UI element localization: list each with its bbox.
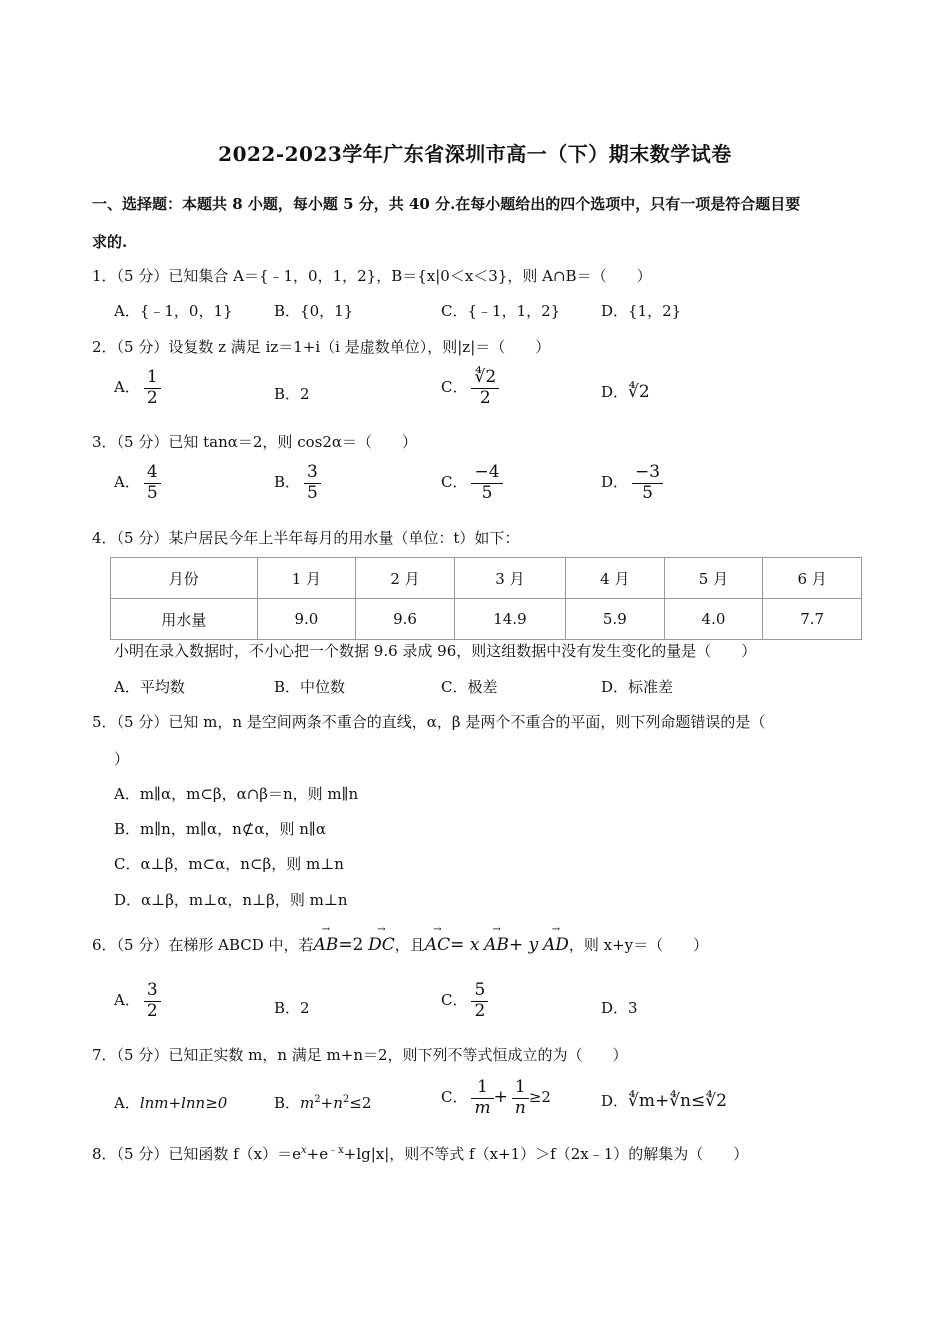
table-cell: 9.0 — [257, 599, 356, 640]
vector-dc: → DC — [368, 935, 395, 955]
q7-option-d — [601, 1090, 727, 1111]
fraction — [471, 1078, 493, 1118]
option-label: D． — [601, 383, 629, 401]
option-value: ∜m+∜n≤∜2 — [628, 1091, 727, 1111]
option-value: ∜2 — [628, 382, 650, 402]
q7-option-c — [441, 1078, 551, 1118]
question-5-stem-line1: 5．（5 分）已知 m，n 是空间两条不重合的直线，α，β 是两个不重合的平面，则下列命题错误的是（ — [92, 713, 766, 731]
numerator: 1 — [512, 1078, 529, 1099]
vector-ab: → AB — [314, 935, 339, 955]
exponent: x — [301, 1145, 307, 1156]
fraction — [471, 368, 499, 408]
denominator: 2 — [479, 387, 491, 408]
q3-option-b — [274, 463, 321, 503]
section-heading-line1: 一、选择题：本题共 8 小题，每小题 5 分，共 40 分.在每小题给出的四个选项中，只有一项是符合题目要 — [92, 195, 801, 213]
question-1-stem: 1．（5 分）已知集合 A＝{﹣1，0，1，2}，B＝{x|0＜x＜3}，则 A∩B＝（ ） — [92, 267, 652, 285]
fraction — [471, 981, 488, 1021]
numerator: 4 — [144, 463, 161, 484]
denominator: 5 — [481, 482, 493, 503]
q2-option-d — [601, 381, 650, 402]
question-3-stem: 3．（5 分）已知 tanα＝2，则 cos2α＝（ ） — [92, 433, 417, 451]
table-cell: 5.9 — [566, 599, 665, 640]
option-value: lnm+lnn≥0 — [139, 1094, 228, 1112]
math-part: +n — [320, 1094, 343, 1112]
exponent: ﹣x — [328, 1145, 344, 1156]
math-part: ≤2 — [349, 1094, 372, 1112]
option-label: C． — [441, 473, 468, 492]
question-4-follow: 小明在录入数据时，不小心把一个数据 9.6 录成 96，则这组数据中没有发生变化的量是（ ） — [114, 642, 757, 660]
option-label: A． — [114, 378, 140, 397]
table-cell: 4.0 — [664, 599, 763, 640]
section-heading-line2: 求的. — [92, 233, 128, 251]
q1-option-b: B．{0，1} — [274, 302, 354, 320]
denominator: 5 — [307, 482, 318, 503]
q1-option-a: A．{﹣1，0，1} — [114, 302, 233, 320]
table-cell: 4 月 — [566, 558, 665, 599]
math-part: m — [300, 1094, 315, 1112]
table-cell: 2 月 — [356, 558, 455, 599]
water-usage-table — [110, 557, 862, 640]
table-cell: 5 月 — [664, 558, 763, 599]
q3-option-a — [114, 463, 161, 503]
fraction — [144, 981, 161, 1021]
numerator: 5 — [471, 981, 488, 1002]
exponent: 2 — [342, 1094, 350, 1105]
fraction — [512, 1078, 529, 1118]
table-row — [111, 558, 862, 599]
question-8-stem — [92, 1141, 748, 1164]
stem-text: +lg|x|，则不等式 f（x+1）＞f（2x﹣1）的解集为（ ） — [343, 1145, 749, 1163]
option-value: 2 — [300, 999, 310, 1017]
numerator: ∜2 — [471, 368, 499, 389]
option-label: D． — [601, 473, 629, 492]
fraction — [632, 463, 663, 503]
denominator: 2 — [474, 1000, 486, 1021]
q6-option-c — [441, 981, 488, 1021]
option-label: A． — [114, 991, 140, 1010]
table-cell: 月份 — [111, 558, 258, 599]
q3-option-d — [601, 463, 663, 503]
table-cell: 用水量 — [111, 599, 258, 640]
fraction — [304, 463, 321, 503]
fraction — [144, 463, 161, 503]
math-part: ≥2 — [528, 1088, 551, 1107]
option-label: B． — [274, 473, 301, 492]
numerator: 1 — [471, 1078, 493, 1099]
q4-option-d: D．标准差 — [601, 678, 674, 696]
denominator: m — [474, 1097, 491, 1118]
equation-part: =2 — [338, 935, 364, 955]
denominator: n — [514, 1097, 526, 1118]
stem-text: ，且 — [394, 936, 425, 954]
q7-option-b — [274, 1092, 371, 1113]
option-label: B． — [274, 385, 301, 403]
question-4-stem: 4．（5 分）某户居民今年上半年每月的用水量（单位：t）如下： — [92, 529, 520, 547]
q4-option-c: C．极差 — [441, 678, 498, 696]
option-label: C． — [441, 1088, 468, 1107]
option-label: B． — [274, 999, 301, 1017]
option-value: 3 — [628, 999, 638, 1017]
q5-option-c: C．α⊥β，m⊂α，n⊂β，则 m⊥n — [114, 855, 344, 873]
denominator: 2 — [146, 387, 158, 408]
equation-part: + y — [508, 935, 539, 955]
table-cell: 3 月 — [454, 558, 565, 599]
q4-option-a: A．平均数 — [114, 678, 185, 696]
table-row — [111, 599, 862, 640]
table-cell: 7.7 — [763, 599, 862, 640]
option-label: D． — [601, 1092, 629, 1110]
stem-text: ，则 x+y＝（ ） — [568, 936, 709, 954]
table-cell: 9.6 — [356, 599, 455, 640]
denominator: 5 — [146, 482, 158, 503]
numerator: 1 — [144, 368, 161, 389]
q5-option-a: A．m∥α，m⊂β，α∩β＝n，则 m∥n — [114, 785, 359, 803]
stem-text: 8．（5 分）已知函数 f（x）＝e — [92, 1145, 302, 1163]
numerator: 3 — [304, 463, 321, 484]
stem-text: +e — [306, 1145, 329, 1163]
q7-option-a — [114, 1092, 227, 1113]
exponent: 2 — [314, 1094, 321, 1105]
q4-option-b: B．中位数 — [274, 678, 346, 696]
option-label: D． — [601, 999, 629, 1017]
q3-option-c — [441, 463, 503, 503]
q2-option-b — [274, 383, 310, 404]
math-part: + — [493, 1087, 508, 1108]
q5-option-d: D．α⊥β，m⊥α，n⊥β，则 m⊥n — [114, 891, 348, 909]
table-cell: 6 月 — [763, 558, 862, 599]
q5-option-b: B．m∥n，m∥α，n⊄α，则 n∥α — [114, 820, 326, 838]
option-label: B． — [274, 1094, 301, 1112]
q6-option-b — [274, 997, 310, 1018]
numerator: 3 — [144, 981, 161, 1002]
q1-option-c: C．{﹣1，1，2} — [441, 302, 561, 320]
numerator: −4 — [471, 463, 502, 484]
option-label: C． — [441, 378, 468, 397]
vector-ab: → AB — [484, 935, 509, 955]
numerator: −3 — [632, 463, 663, 484]
denominator: 5 — [642, 482, 653, 503]
question-7-stem: 7．（5 分）已知正实数 m，n 满足 m+n＝2，则下列不等式恒成立的为（ ） — [92, 1046, 628, 1064]
page-title: 2022-2023学年广东省深圳市高一（下）期末数学试卷 — [218, 142, 732, 166]
q2-option-c — [441, 368, 499, 408]
option-label: A． — [114, 473, 140, 492]
vector-ad: → AD — [543, 935, 569, 955]
question-5-stem-line2: ） — [114, 750, 130, 768]
question-6-stem — [92, 934, 708, 955]
q1-option-d: D．{1，2} — [601, 302, 682, 320]
fraction — [471, 463, 502, 503]
stem-text: 6．（5 分）在梯形 ABCD 中，若 — [92, 936, 314, 954]
q2-option-a — [114, 368, 161, 408]
vector-ac: → AC — [425, 935, 450, 955]
q6-option-d — [601, 997, 638, 1018]
equation-part: = x — [450, 935, 480, 955]
fraction — [144, 368, 161, 408]
question-2-stem: 2．（5 分）设复数 z 满足 iz＝1+i（i 是虚数单位），则|z|＝（ ） — [92, 338, 551, 356]
denominator: 2 — [146, 1000, 158, 1021]
option-value: 2 — [300, 385, 310, 403]
q6-option-a — [114, 981, 161, 1021]
option-label: C． — [441, 991, 468, 1010]
table-cell: 1 月 — [257, 558, 356, 599]
option-label: A． — [114, 1094, 140, 1112]
table-cell: 14.9 — [454, 599, 565, 640]
